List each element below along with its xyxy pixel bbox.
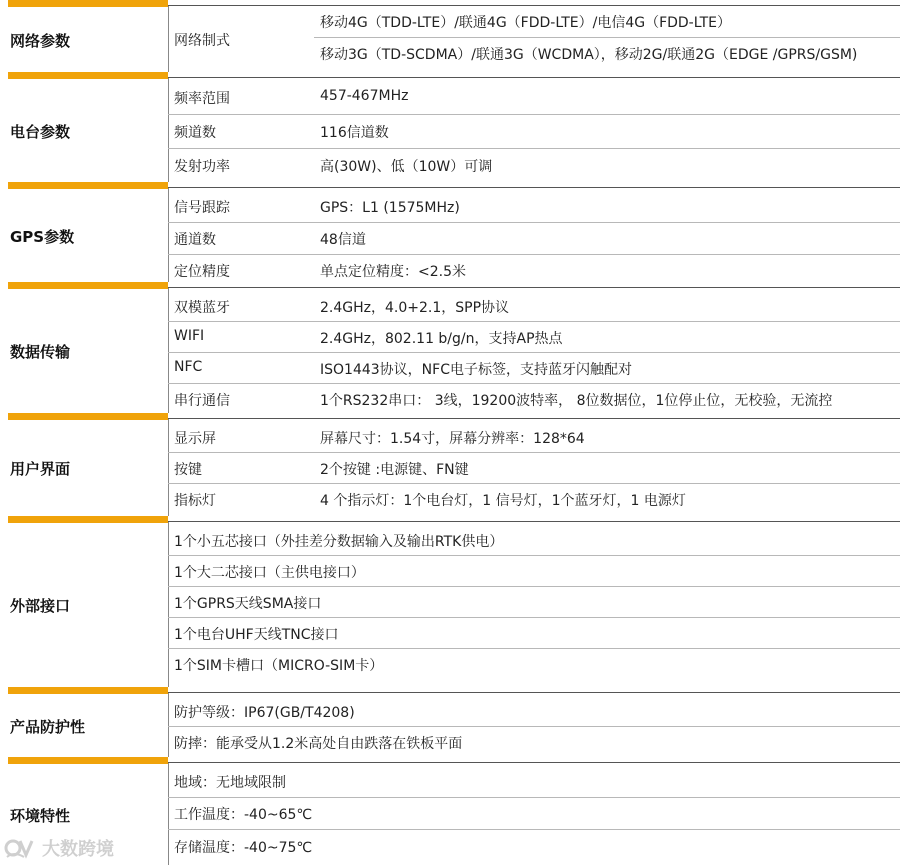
section-divider: [168, 692, 900, 693]
watermark-text: 大数跨境: [42, 839, 114, 860]
spec-section: [0, 757, 900, 865]
spec-row: [168, 797, 900, 829]
watermark: [4, 835, 114, 861]
spec-name: 双模蓝牙: [174, 300, 230, 316]
section-label: 外部接口: [10, 597, 71, 615]
section-divider: [168, 187, 900, 188]
row-divider: [168, 148, 900, 149]
spec-name: NFC: [174, 359, 203, 375]
spec-row: [168, 617, 900, 648]
spec-text: 1个小五芯接口（外挂差分数据输入及输出RTK供电）: [174, 534, 504, 550]
spec-row: [168, 352, 900, 383]
spec-row: [168, 80, 900, 114]
spec-value: 高(30W)、低（10W）可调: [320, 159, 493, 175]
section-divider: [168, 287, 900, 288]
row-divider: [168, 726, 900, 727]
spec-row: [168, 555, 900, 586]
spec-value: 48信道: [320, 232, 366, 248]
spec-name: 指标灯: [174, 493, 216, 509]
spec-text: 防摔：能承受从1.2米高处自由跌落在铁板平面: [174, 736, 463, 752]
row-divider: [168, 352, 900, 353]
spec-row: [168, 829, 900, 862]
spec-text: 1个大二芯接口（主供电接口）: [174, 565, 365, 581]
spec-row: [168, 148, 900, 182]
spec-section: [0, 0, 900, 72]
spec-row: [168, 114, 900, 148]
spec-text: 地域：无地域限制: [174, 775, 286, 791]
spec-name: 频率范围: [174, 91, 230, 107]
section-divider: [168, 77, 900, 78]
section-divider: [168, 418, 900, 419]
spec-name: 发射功率: [174, 159, 230, 175]
spec-text: 1个GPRS天线SMA接口: [174, 596, 322, 612]
section-label: 环境特性: [10, 806, 71, 825]
spec-row: [168, 8, 900, 72]
spec-row: [168, 695, 900, 726]
spec-text: 存储温度：-40~75℃: [174, 840, 313, 856]
row-divider: [168, 617, 900, 618]
spec-value: GPS：L1 (1575MHz): [320, 200, 460, 216]
section-accent-bar: [8, 182, 168, 189]
row-divider: [168, 452, 900, 453]
section-label: 产品防护性: [10, 717, 86, 736]
row-divider: [168, 555, 900, 556]
spec-name: 信号跟踪: [174, 200, 230, 216]
row-divider: [168, 114, 900, 115]
spec-row: [168, 765, 900, 797]
spec-value: ISO1443协议，NFC电子标签，支持蓝牙闪触配对: [320, 362, 632, 378]
section-label: 用户界面: [10, 460, 71, 478]
row-divider: [314, 37, 900, 38]
spec-section: [0, 72, 900, 182]
spec-value: 457-467MHz: [320, 88, 409, 104]
spec-value: 屏幕尺寸：1.54寸，屏幕分辨率：128*64: [320, 431, 585, 447]
spec-section: [0, 687, 900, 757]
spec-value: 单点定位精度：<2.5米: [320, 264, 466, 280]
row-divider: [168, 383, 900, 384]
spec-value: 1个RS232串口： 3线，19200波特率， 8位数据位，1位停止位，无校验，无流控: [320, 393, 833, 409]
spec-row: [168, 421, 900, 452]
spec-row: [168, 586, 900, 617]
spec-section: [0, 282, 900, 413]
spec-row: [168, 726, 900, 757]
spec-row: [168, 190, 900, 222]
section-accent-bar: [8, 757, 168, 764]
spec-name: 显示屏: [174, 431, 216, 447]
section-divider: [168, 521, 900, 522]
row-divider: [168, 586, 900, 587]
spec-section: [0, 182, 900, 282]
spec-row: [168, 648, 900, 679]
row-divider: [168, 321, 900, 322]
spec-section: [0, 516, 900, 687]
section-label: 数据传输: [10, 343, 71, 361]
spec-text: 1个SIM卡槽口（MICRO-SIM卡）: [174, 658, 384, 674]
spec-value: 移动4G（TDD-LTE）/联通4G（FDD-LTE）/电信4G（FDD-LTE）: [320, 15, 732, 31]
spec-row: [168, 290, 900, 321]
section-accent-bar: [8, 72, 168, 79]
spec-row: [168, 483, 900, 514]
spec-value: 移动3G（TD-SCDMA）/联通3G（WCDMA），移动2G/联通2G（EDGE /GPRS/GSM): [320, 47, 858, 63]
spec-value: 4 个指示灯：1个电台灯，1 信号灯，1个蓝牙灯，1 电源灯: [320, 493, 686, 509]
row-divider: [168, 648, 900, 649]
spec-row: [168, 452, 900, 483]
spec-value: 2.4GHz，802.11 b/g/n，支持AP热点: [320, 331, 563, 347]
spec-row: [168, 524, 900, 555]
spec-name: 网络制式: [174, 33, 230, 49]
spec-value: 116信道数: [320, 125, 389, 141]
section-label: GPS参数: [10, 227, 75, 246]
spec-row: [168, 321, 900, 352]
spec-row: [168, 222, 900, 254]
section-accent-bar: [8, 282, 168, 289]
row-divider: [168, 254, 900, 255]
section-accent-bar: [8, 413, 168, 420]
section-accent-bar: [8, 687, 168, 694]
dashu-logo-icon: [4, 837, 38, 859]
section-label: 电台参数: [10, 122, 71, 141]
spec-text: 1个电台UHF天线TNC接口: [174, 627, 339, 643]
section-divider: [168, 5, 900, 6]
spec-row: [168, 383, 900, 414]
row-divider: [168, 829, 900, 830]
row-divider: [168, 483, 900, 484]
spec-value: 2个按键 :电源键、FN键: [320, 462, 469, 478]
spec-text: 工作温度：-40~65℃: [174, 807, 313, 823]
spec-text: 防护等级：IP67(GB/T4208): [174, 705, 355, 721]
spec-section: [0, 413, 900, 516]
spec-name: 按键: [174, 462, 202, 478]
section-accent-bar: [8, 516, 168, 523]
spec-name: 通道数: [174, 232, 216, 248]
spec-name: 串行通信: [174, 393, 230, 409]
section-divider: [168, 762, 900, 763]
section-accent-bar: [8, 0, 168, 7]
row-divider: [168, 222, 900, 223]
spec-name: WIFI: [174, 328, 205, 344]
section-label: 网络参数: [10, 31, 71, 50]
row-divider: [168, 797, 900, 798]
spec-value: 2.4GHz，4.0+2.1，SPP协议: [320, 300, 510, 316]
spec-name: 定位精度: [174, 264, 230, 280]
spec-name: 频道数: [174, 125, 216, 141]
